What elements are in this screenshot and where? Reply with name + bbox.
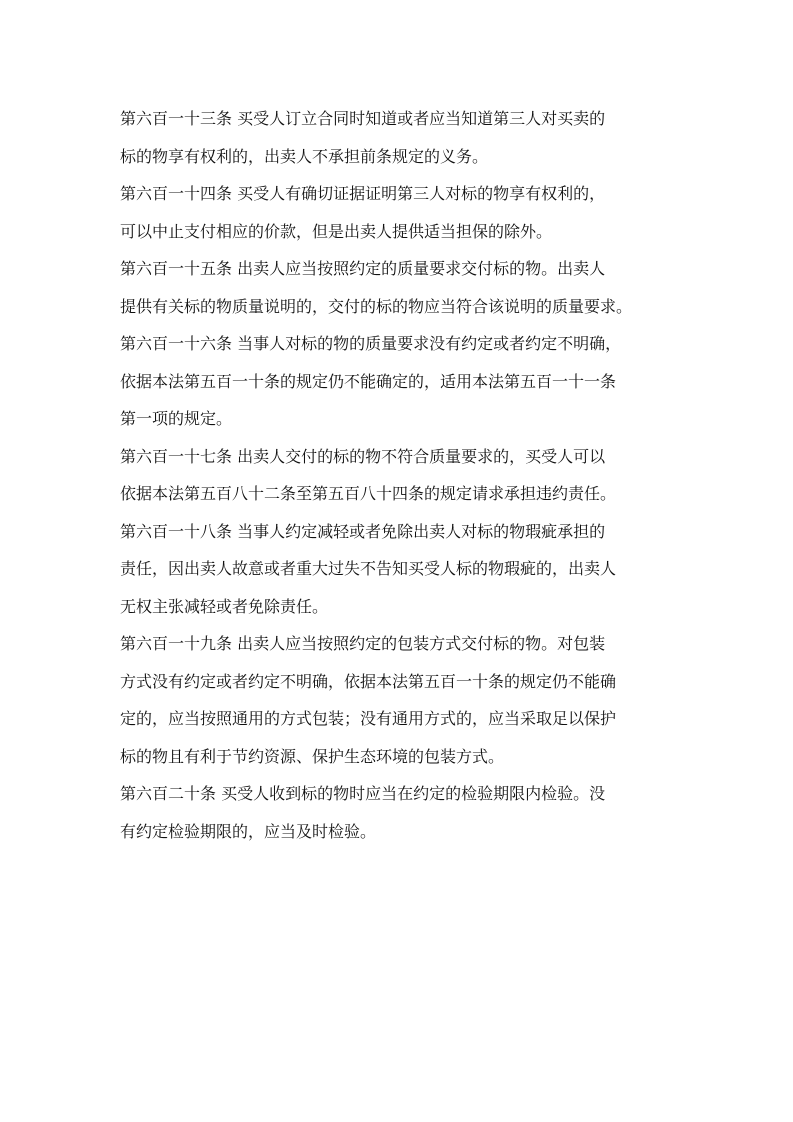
text-line: 标的物享有权利的，出卖人不承担前条规定的义务。 — [120, 146, 489, 166]
text-line: 第六百一十四条 买受人有确切证据证明第三人对标的物享有权利的， — [120, 184, 606, 203]
text-line: 提供有关标的物质量说明的，交付的标的物应当符合该说明的质量要求。 — [120, 296, 633, 316]
text-line: 有约定检验期限的，应当及时检验。 — [120, 821, 377, 841]
text-line: 第六百一十七条 出卖人交付的标的物不符合质量要求的，买受人可以 — [120, 446, 606, 466]
text-line: 第六百一十八条 当事人约定减轻或者免除出卖人对标的物瑕疵承担的 — [120, 521, 606, 541]
text-line: 无权主张减轻或者免除责任。 — [120, 596, 329, 616]
text-line: 第六百二十条 买受人收到标的物时应当在约定的检验期限内检验。没 — [120, 784, 606, 803]
text-line: 方式没有约定或者约定不明确，依据本法第五百一十条的规定仍不能确 — [120, 671, 617, 691]
text-line: 第六百一十三条 买受人订立合同时知道或者应当知道第三人对买卖的 — [120, 109, 606, 128]
text-line: 第六百一十五条 出卖人应当按照约定的质量要求交付标的物。出卖人 — [120, 259, 606, 278]
text-line: 第六百一十六条 当事人对标的物的质量要求没有约定或者约定不明确， — [120, 334, 622, 353]
text-line: 标的物且有利于节约资源、保护生态环境的包装方式。 — [120, 746, 505, 766]
text-line: 定的，应当按照通用的方式包装；没有通用方式的，应当采取足以保护 — [120, 709, 617, 728]
text-line: 责任，因出卖人故意或者重大过失不告知买受人标的物瑕疵的，出卖人 — [120, 559, 617, 578]
text-line: 依据本法第五百八十二条至第五百八十四条的规定请求承担违约责任。 — [120, 484, 617, 503]
text-line: 可以中止支付相应的价款，但是出卖人提供适当担保的除外。 — [120, 221, 553, 241]
text-line: 第六百一十九条 出卖人应当按照约定的包装方式交付标的物。对包装 — [120, 634, 606, 653]
text-line: 第一项的规定。 — [120, 409, 233, 428]
text-line: 依据本法第五百一十条的规定仍不能确定的，适用本法第五百一十一条 — [120, 371, 617, 391]
document-body — [120, 100, 680, 850]
